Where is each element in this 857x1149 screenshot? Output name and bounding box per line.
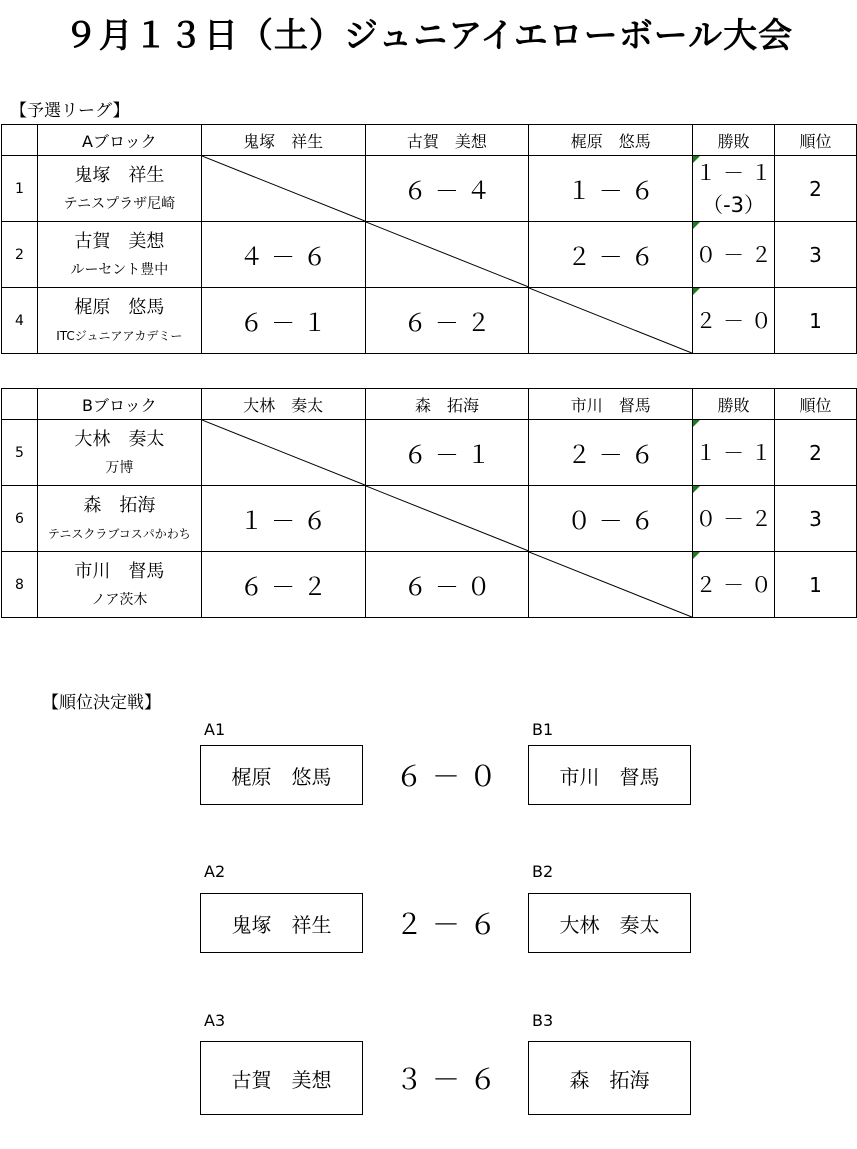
win-loss-cell: [693, 486, 775, 552]
match-score: １ － ６: [201, 486, 365, 552]
win-loss-cell: [693, 552, 775, 618]
header-blank: [2, 389, 38, 420]
player-club: ITCジュニアアカデミー: [56, 328, 183, 343]
win-loss-cell: [693, 222, 775, 288]
match-left-player-box: 古賀 美想: [200, 1041, 363, 1115]
table-row: [2, 486, 857, 552]
player-club: 万博: [105, 459, 134, 476]
comment-marker-icon: [693, 552, 700, 559]
match-score: ３ － ６: [395, 1063, 497, 1096]
block-b-table: [1, 388, 857, 618]
win-loss: ２ － ０: [695, 572, 772, 597]
player-name: 大林 奏太: [74, 428, 165, 450]
player-name: 森 拓海: [83, 494, 156, 516]
page-title: ９月１３日（土）ジュニアイエローボール大会: [63, 16, 794, 56]
match-score: ４ － ６: [201, 222, 365, 288]
block-b-header-win-loss: 勝敗: [693, 389, 775, 420]
match-right-player-box: 市川 督馬: [528, 745, 691, 805]
match-left-label: A2: [204, 862, 226, 881]
player-club: ルーセント豊中: [70, 261, 169, 278]
table-row: [2, 288, 857, 354]
match-score: ６ － ２: [365, 288, 529, 354]
match-right-player-box: 森 拓海: [528, 1041, 691, 1115]
diagonal-cell: [201, 156, 365, 222]
player-number: 4: [2, 288, 38, 354]
block-a-header-row: [2, 125, 857, 156]
win-loss-cell: [693, 288, 775, 354]
match-score: １ － ６: [529, 156, 693, 222]
win-loss-cell: [693, 420, 775, 486]
diagonal-line: [202, 420, 365, 485]
match-left-label: A1: [204, 720, 226, 739]
table-row: [2, 420, 857, 486]
diagonal-line: [202, 156, 365, 221]
block-a-header-win-loss: 勝敗: [693, 125, 775, 156]
match-left-player-box: 梶原 悠馬: [200, 745, 363, 805]
win-loss-cell: [693, 156, 775, 222]
diagonal-line: [366, 222, 529, 287]
player-number: 1: [2, 156, 38, 222]
player-cell: [37, 552, 201, 618]
game-difference: （-3）: [702, 192, 766, 217]
diagonal-cell: [201, 420, 365, 486]
player-name: 鬼塚 祥生: [74, 164, 165, 186]
player-name: 古賀 美想: [74, 230, 165, 252]
player-number: 6: [2, 486, 38, 552]
player-name: 梶原 悠馬: [74, 296, 165, 318]
diagonal-cell: [529, 288, 693, 354]
diagonal-line: [529, 288, 692, 353]
match-score: ６ － １: [365, 420, 529, 486]
block-a-header-player-1: 鬼塚 祥生: [201, 125, 365, 156]
comment-marker-icon: [693, 486, 700, 493]
match-score: ２ － ６: [395, 908, 497, 941]
player-club: ノア茨木: [91, 591, 148, 608]
block-a-header-player-2: 古賀 美想: [365, 125, 529, 156]
header-blank: [2, 125, 38, 156]
match-score: ６ － ０: [365, 552, 529, 618]
match-score: ２ － ６: [529, 420, 693, 486]
win-loss: ２ － ０: [695, 308, 772, 333]
table-row: [2, 552, 857, 618]
rank: 2: [775, 420, 857, 486]
rank: 3: [775, 222, 857, 288]
diagonal-line: [529, 552, 692, 617]
player-cell: [37, 420, 201, 486]
rank: 1: [775, 552, 857, 618]
placement-matches-label: 【順位決定戦】: [42, 693, 161, 713]
match-score: ２ － ６: [529, 222, 693, 288]
player-cell: [37, 288, 201, 354]
diagonal-cell: [365, 486, 529, 552]
block-b-header-player-3: 市川 督馬: [529, 389, 693, 420]
diagonal-cell: [529, 552, 693, 618]
rank: 3: [775, 486, 857, 552]
block-a-header-block: Aブロック: [37, 125, 201, 156]
player-number: 5: [2, 420, 38, 486]
player-number: 8: [2, 552, 38, 618]
player-cell: [37, 222, 201, 288]
table-row: [2, 222, 857, 288]
rank: 2: [775, 156, 857, 222]
rank: 1: [775, 288, 857, 354]
win-loss: １ － １: [695, 160, 772, 185]
player-club: テニスクラブコスパかわち: [47, 526, 191, 541]
table-row: [2, 156, 857, 222]
match-score: ６ － ０: [395, 760, 497, 793]
win-loss: ０ － ２: [695, 506, 772, 531]
match-left-label: A3: [204, 1011, 226, 1030]
block-a-header-rank: 順位: [775, 125, 857, 156]
match-score: ６ － １: [201, 288, 365, 354]
block-b-header-row: [2, 389, 857, 420]
block-a-header-player-3: 梶原 悠馬: [529, 125, 693, 156]
match-right-label: B3: [532, 1011, 554, 1030]
match-score: ６ － ２: [201, 552, 365, 618]
comment-marker-icon: [693, 156, 700, 163]
player-cell: [37, 486, 201, 552]
player-cell: [37, 156, 201, 222]
match-right-label: B2: [532, 862, 554, 881]
diagonal-line: [366, 486, 529, 551]
block-b-header-player-2: 森 拓海: [365, 389, 529, 420]
match-right-label: B1: [532, 720, 554, 739]
comment-marker-icon: [693, 222, 700, 229]
player-number: 2: [2, 222, 38, 288]
block-b-header-rank: 順位: [775, 389, 857, 420]
player-name: 市川 督馬: [74, 560, 165, 582]
comment-marker-icon: [693, 420, 700, 427]
player-club: テニスプラザ尼崎: [63, 195, 176, 212]
prelim-league-label: 【予選リーグ】: [10, 101, 130, 121]
win-loss: １ － １: [695, 440, 772, 465]
diagonal-cell: [365, 222, 529, 288]
match-left-player-box: 鬼塚 祥生: [200, 893, 363, 953]
match-right-player-box: 大林 奏太: [528, 893, 691, 953]
match-score: ６ － ４: [365, 156, 529, 222]
block-b-header-block: Bブロック: [37, 389, 201, 420]
win-loss: ０ － ２: [695, 242, 772, 267]
match-score: ０ － ６: [529, 486, 693, 552]
block-a-table: [1, 124, 857, 354]
comment-marker-icon: [693, 288, 700, 295]
block-b-header-player-1: 大林 奏太: [201, 389, 365, 420]
